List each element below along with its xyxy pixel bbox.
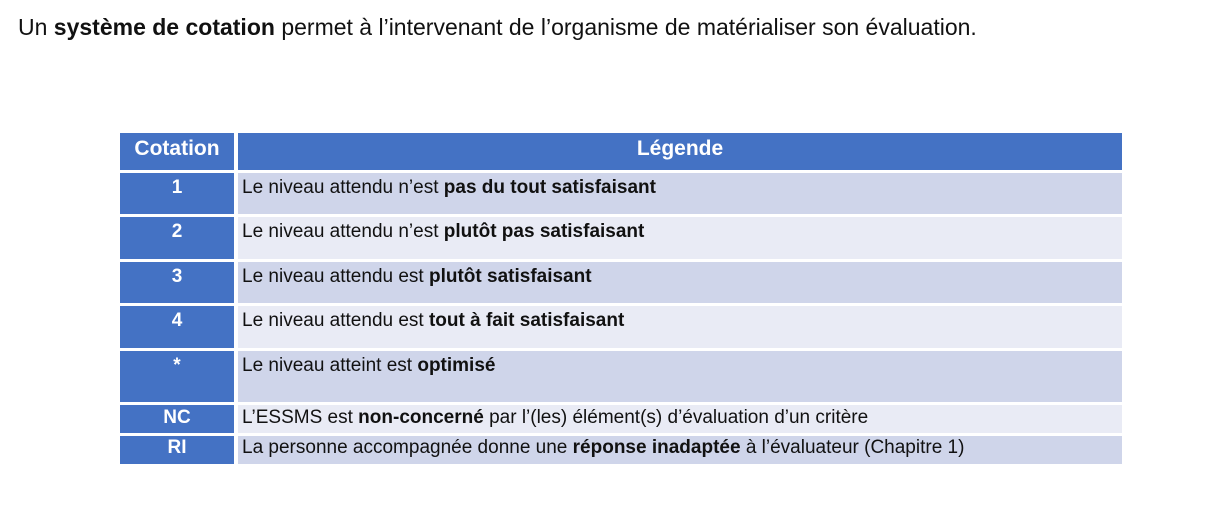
row-legend — [238, 262, 1122, 303]
row-legend — [238, 405, 1122, 433]
row-code: 3 — [120, 262, 238, 303]
legend-bold: optimisé — [417, 355, 496, 376]
table-row — [120, 351, 1122, 405]
row-code: 2 — [120, 217, 238, 259]
legend-bold: tout à fait satisfaisant — [428, 310, 625, 331]
table-row — [120, 262, 1122, 306]
row-legend — [238, 173, 1122, 214]
row-code: 4 — [120, 306, 238, 348]
row-code: RI — [120, 436, 238, 464]
table-row — [120, 173, 1122, 217]
intro-suffix: permet à l’intervenant de l’organisme de matérialiser son évaluation. — [274, 14, 977, 40]
legend-bold: non-concerné — [358, 407, 484, 428]
row-legend — [238, 351, 1122, 402]
row-code: NC — [120, 405, 238, 433]
cotation-table — [120, 133, 1122, 464]
legend-text: L’ESSMS est — [242, 407, 359, 428]
row-code: * — [120, 351, 238, 402]
legend-text-after: à l’évaluateur (Chapitre 1) — [740, 437, 965, 458]
legend-bold: plutôt pas satisfaisant — [443, 221, 645, 242]
row-legend — [238, 436, 1122, 464]
legend-bold: pas du tout satisfaisant — [443, 177, 656, 198]
legend-text-after: par l’(les) élément(s) d’évaluation d’un critère — [483, 407, 869, 428]
legend-text: Le niveau attendu n’est — [242, 177, 444, 198]
intro-sentence — [18, 10, 977, 44]
row-code: 1 — [120, 173, 238, 214]
table-row — [120, 306, 1122, 351]
legend-bold: réponse inadaptée — [572, 437, 741, 458]
row-legend — [238, 217, 1122, 259]
header-cotation: Cotation — [120, 133, 238, 170]
legend-text: Le niveau attendu est — [242, 310, 429, 331]
table-row — [120, 405, 1122, 436]
intro-bold-term: système de cotation — [53, 14, 275, 40]
legend-bold: plutôt satisfaisant — [428, 266, 592, 287]
legend-text: Le niveau attendu n’est — [242, 221, 444, 242]
legend-text: La personne accompagnée donne une — [242, 437, 573, 458]
intro-prefix: Un — [18, 14, 54, 40]
table-header-row — [120, 133, 1122, 173]
table-row — [120, 217, 1122, 262]
table-row — [120, 436, 1122, 464]
legend-text: Le niveau attendu est — [242, 266, 429, 287]
row-legend — [238, 306, 1122, 348]
legend-text: Le niveau atteint est — [242, 355, 418, 376]
header-legende: Légende — [238, 133, 1122, 170]
